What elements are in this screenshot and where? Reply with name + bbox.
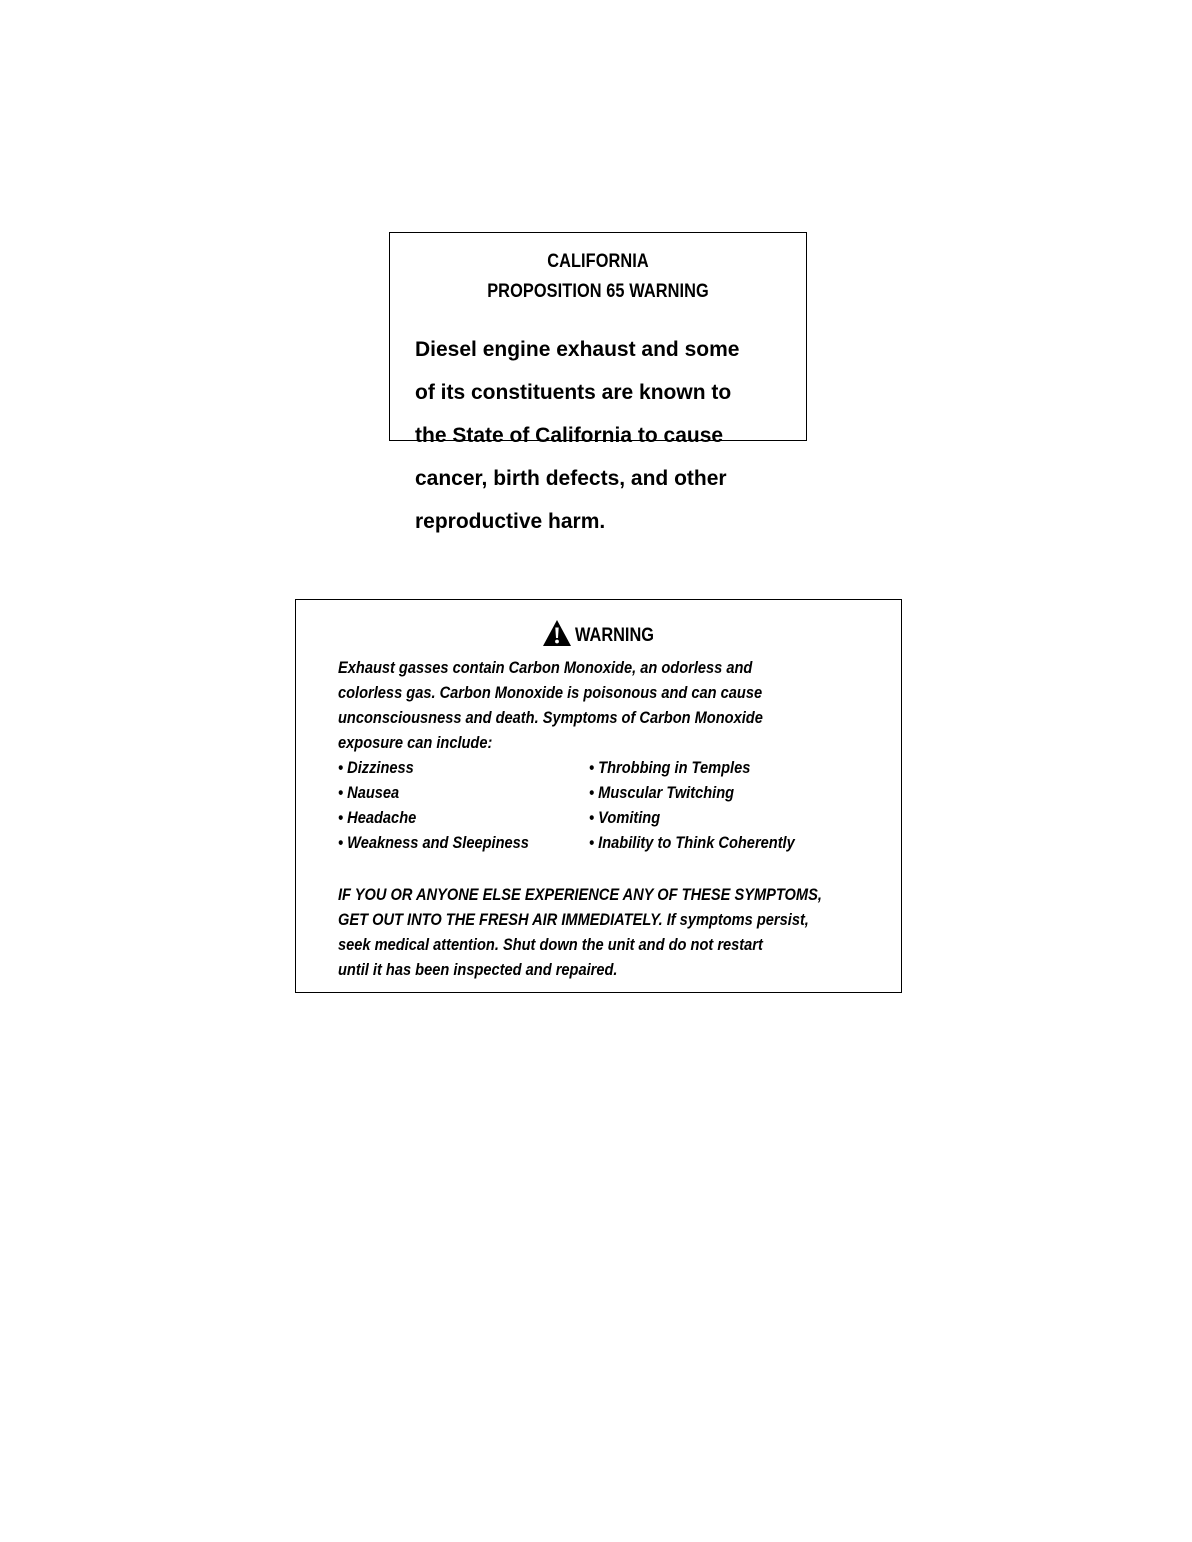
co-intro-line: Exhaust gasses contain Carbon Monoxide, an odorless and bbox=[338, 658, 753, 677]
co-action-line: seek medical attention. Shut down the unit and do not restart bbox=[338, 935, 763, 954]
symptom-item: • Inability to Think Coherently bbox=[589, 833, 795, 852]
prop65-body-line: of its constituents are known to bbox=[415, 380, 732, 404]
co-intro-line: exposure can include: bbox=[338, 733, 493, 752]
co-warning-header bbox=[296, 619, 901, 647]
symptom-item: • Headache bbox=[338, 808, 417, 827]
co-intro-text bbox=[338, 655, 763, 755]
prop65-body-line: reproductive harm. bbox=[415, 509, 606, 533]
prop65-title-line2: PROPOSITION 65 WARNING bbox=[487, 281, 709, 302]
co-action-line: GET OUT INTO THE FRESH AIR IMMEDIATELY. If symptoms persist, bbox=[338, 910, 809, 929]
symptom-item: • Nausea bbox=[338, 783, 400, 802]
prop65-title-line1: CALIFORNIA bbox=[547, 251, 649, 272]
prop65-warning-box bbox=[389, 232, 807, 533]
co-action-line: IF YOU OR ANYONE ELSE EXPERIENCE ANY OF THESE SYMPTOMS, bbox=[338, 885, 822, 904]
co-action-line: until it has been inspected and repaired. bbox=[338, 960, 618, 979]
symptom-item: • Vomiting bbox=[589, 808, 661, 827]
prop65-body bbox=[415, 317, 805, 554]
co-intro-line: unconsciousness and death. Symptoms of Carbon Monoxide bbox=[338, 708, 763, 727]
symptoms-list-left bbox=[338, 755, 560, 855]
symptom-item: • Muscular Twitching bbox=[589, 783, 735, 802]
symptom-item: • Throbbing in Temples bbox=[589, 758, 751, 777]
warning-triangle-icon bbox=[542, 619, 572, 647]
prop65-body-line: Diesel engine exhaust and some bbox=[415, 337, 740, 361]
symptoms-list-right bbox=[589, 755, 828, 855]
co-intro-line: colorless gas. Carbon Monoxide is poisonous and can cause bbox=[338, 683, 763, 702]
carbon-monoxide-warning-box bbox=[295, 599, 902, 993]
symptom-item: • Dizziness bbox=[338, 758, 414, 777]
symptom-item: • Weakness and Sleepiness bbox=[338, 833, 529, 852]
co-action-text bbox=[338, 882, 822, 982]
prop65-body-line: the State of California to cause bbox=[415, 423, 724, 447]
warning-label: WARNING bbox=[575, 625, 655, 646]
prop65-body-line: cancer, birth defects, and other bbox=[415, 466, 727, 490]
